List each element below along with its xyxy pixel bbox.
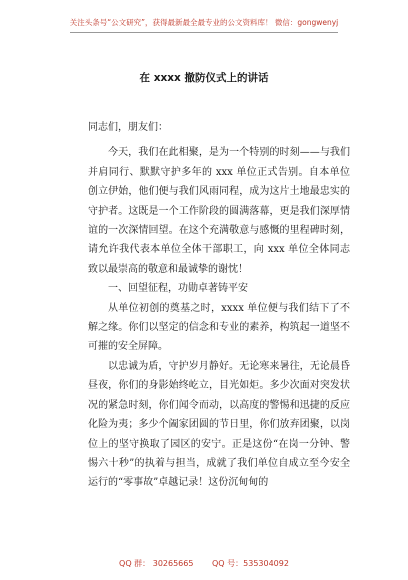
section-heading: 一、回望征程，功勋卓著铸平安 (108, 283, 248, 295)
paragraph-loyalty: 以忠诚为盾，守护岁月静好。无论寒来暑往，无论晨昏昼夜，你们的身影始终屹立，目光如炬。多少次面对突发状况的紧急时刻，你们闻令而动，以高度的警惕和迅捷的反应化险为夷；多少个阖家团圆的节日里，你们放弃团聚，以岗位上的坚守换取了园区的安宁。正是这份“在岗一分钟、警惕六十秒”的执着与担当，成就了我们单位自成立至今安全运行的“零事故”卓越记录！这份沉甸甸的 (88, 360, 350, 489)
header-divider (70, 32, 338, 33)
document-body (88, 118, 350, 493)
paragraph-intro: 今天，我们在此相聚，是为一个特别的时刻——与我们并肩同行、默默守护多年的 xxx 单位正式告别。自本单位创立伊始，他们便与我们风雨同程，成为这片土地最忠实的守护者。这既是一个工作阶段的圆满落幕，更是我们深厚情谊的一次深情回望。在这个充满敬意与感慨的里程碑时刻，请允许我代表本单位全体干部职工，向 xxx 单位全体同志致以最崇高的敬意和最诚挚的谢忱！ (88, 147, 350, 275)
salutation: 同志们，朋友们： (88, 122, 168, 133)
paragraph-origin: 从单位初创的奠基之时，xxxx 单位便与我们结下了不解之缘。你们以坚定的信念和专业的素养，构筑起一道坚不可摧的安全屏障。 (88, 302, 350, 353)
header-note: 关注头条号“公文研究”，获得最新最全最专业的公文资料库！ 微信：gongwenyj (69, 18, 339, 27)
footer-qq-number: QQ 号：535304092 (212, 559, 289, 568)
document-title: 在 xxxx 撤防仪式上的讲话 (139, 72, 269, 84)
footer-qq-group: QQ 群： 30265665 (119, 559, 194, 568)
footer-contact (0, 558, 408, 569)
